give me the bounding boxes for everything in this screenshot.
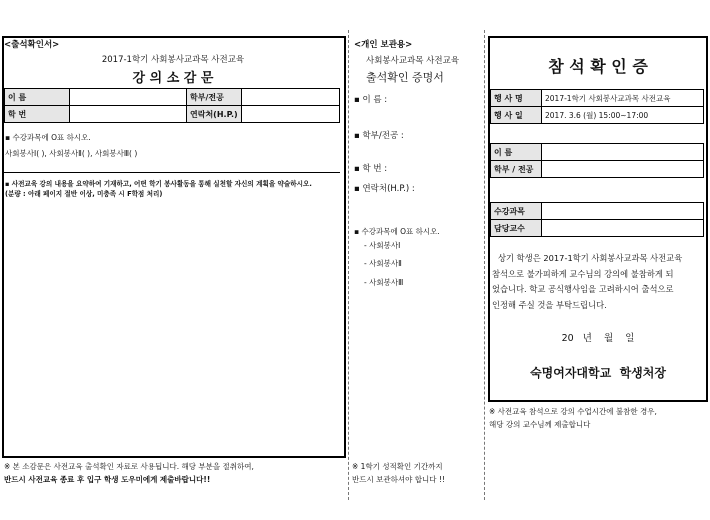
right-course-field[interactable] (542, 203, 704, 220)
left-id-field[interactable] (70, 106, 187, 123)
certificate-body (492, 251, 704, 313)
event-name-label: 행 사 명 (491, 90, 542, 107)
left-name-field[interactable] (70, 89, 187, 106)
right-footer-line1: ※ 사전교육 참석으로 강의 수업시간에 불참한 경우, (489, 407, 657, 416)
certificate-body-line3: 었습니다. 학교 공식행사임을 고려하시어 출석으로 (492, 284, 674, 294)
course-info-table (490, 202, 704, 237)
right-professor-label: 담당교수 (491, 220, 542, 237)
middle-title: 출석확인 증명서 (366, 71, 444, 84)
middle-header: <개인 보관용> (354, 40, 413, 50)
right-name-field[interactable] (542, 144, 704, 161)
event-date-label: 행 사 일 (491, 107, 542, 124)
right-name-label: 이 름 (491, 144, 542, 161)
right-professor-field[interactable] (542, 220, 704, 237)
right-title: 참 석 확 인 증 (548, 57, 648, 76)
left-footer-line1: ※ 본 소감문은 사전교육 출석확인 자료로 사용됩니다. 해당 부분을 절취하여, (4, 462, 254, 471)
right-dept-label: 학부 / 전공 (491, 161, 542, 178)
left-header: <출석확인서> (4, 40, 60, 50)
left-info-table (4, 88, 340, 123)
event-date-value: 2017. 3.6 (월) 15:00~17:00 (542, 107, 704, 124)
middle-course-instruction: ▪ 수강과목에 O표 하시오. (354, 227, 440, 236)
certificate-body-line4: 인정해 주실 것을 부탁드립니다. (492, 299, 607, 310)
left-dept-label: 학부/전공 (187, 89, 242, 106)
left-course-line: 2017-1학기 사회봉사교과목 사전교육 (101, 55, 245, 65)
right-course-label: 수강과목 (491, 203, 542, 220)
event-info-table (490, 89, 704, 124)
middle-footer-line2: 반드시 보관하셔야 합니다 !! (352, 475, 445, 484)
certificate-body-line1: 상기 학생은 2017-1학기 사회봉사교과목 사전교육 (498, 253, 683, 263)
middle-course-1: - 사회봉사Ⅰ (364, 241, 401, 250)
middle-course-2: - 사회봉사Ⅱ (364, 259, 402, 268)
middle-dept-field: ▪ 학부/전공 : (354, 131, 404, 141)
certificate-body-line2: 참석으로 불가피하게 교수님의 강의에 불참하게 되 (492, 268, 674, 279)
left-id-label: 학 번 (5, 106, 70, 123)
right-footer-line2: 해당 강의 교수님께 제출합니다 (489, 420, 591, 429)
left-contact-field[interactable] (242, 106, 340, 123)
middle-name-field: ▪ 이 름 : (354, 95, 388, 105)
middle-contact-field: ▪ 연락처(H.P.) : (354, 184, 415, 194)
middle-footer-line1: ※ 1학기 성적확인 기간까지 (352, 462, 443, 471)
left-course-options[interactable]: 사회봉사Ⅰ( ), 사회봉사Ⅱ( ), 사회봉사Ⅲ( ) (5, 149, 138, 158)
middle-course-line: 사회봉사교과목 사전교육 (366, 56, 460, 66)
essay-instruction: ▪ 사전교육 강의 내용을 요약하여 기재하고, 어떤 학기 봉사활동을 통해 실천할 자신의 계획을 약술하시오. (5, 180, 312, 188)
left-contact-label: 연락처(H.P.) (187, 106, 242, 123)
left-course-instruction: ▪ 수강과목에 O표 하시오. (5, 133, 91, 142)
middle-id-field: ▪ 학 번 : (354, 164, 388, 174)
right-dept-field[interactable] (542, 161, 704, 178)
essay-note: (분량 : 아래 페이지 절반 이상, 미충족 시 F학점 처리) (5, 190, 163, 198)
student-info-table (490, 143, 704, 178)
cut-line-right (484, 30, 485, 500)
certificate-date-blank: 20 년 월 일 (561, 333, 635, 344)
left-name-label: 이 름 (5, 89, 70, 106)
middle-course-3: - 사회봉사Ⅲ (364, 278, 404, 287)
certificate-issuer: 숙명여자대학교 학생처장 (530, 366, 666, 380)
left-title: 강 의 소 감 문 (132, 71, 214, 86)
left-dept-field[interactable] (242, 89, 340, 106)
left-footer-line2: 반드시 사전교육 종료 후 입구 학생 도우미에게 제출바랍니다!! (4, 475, 211, 484)
event-name-value: 2017-1학기 사회봉사교과목 사전교육 (542, 90, 704, 107)
cut-line-left (348, 30, 349, 500)
essay-area[interactable] (4, 172, 340, 453)
